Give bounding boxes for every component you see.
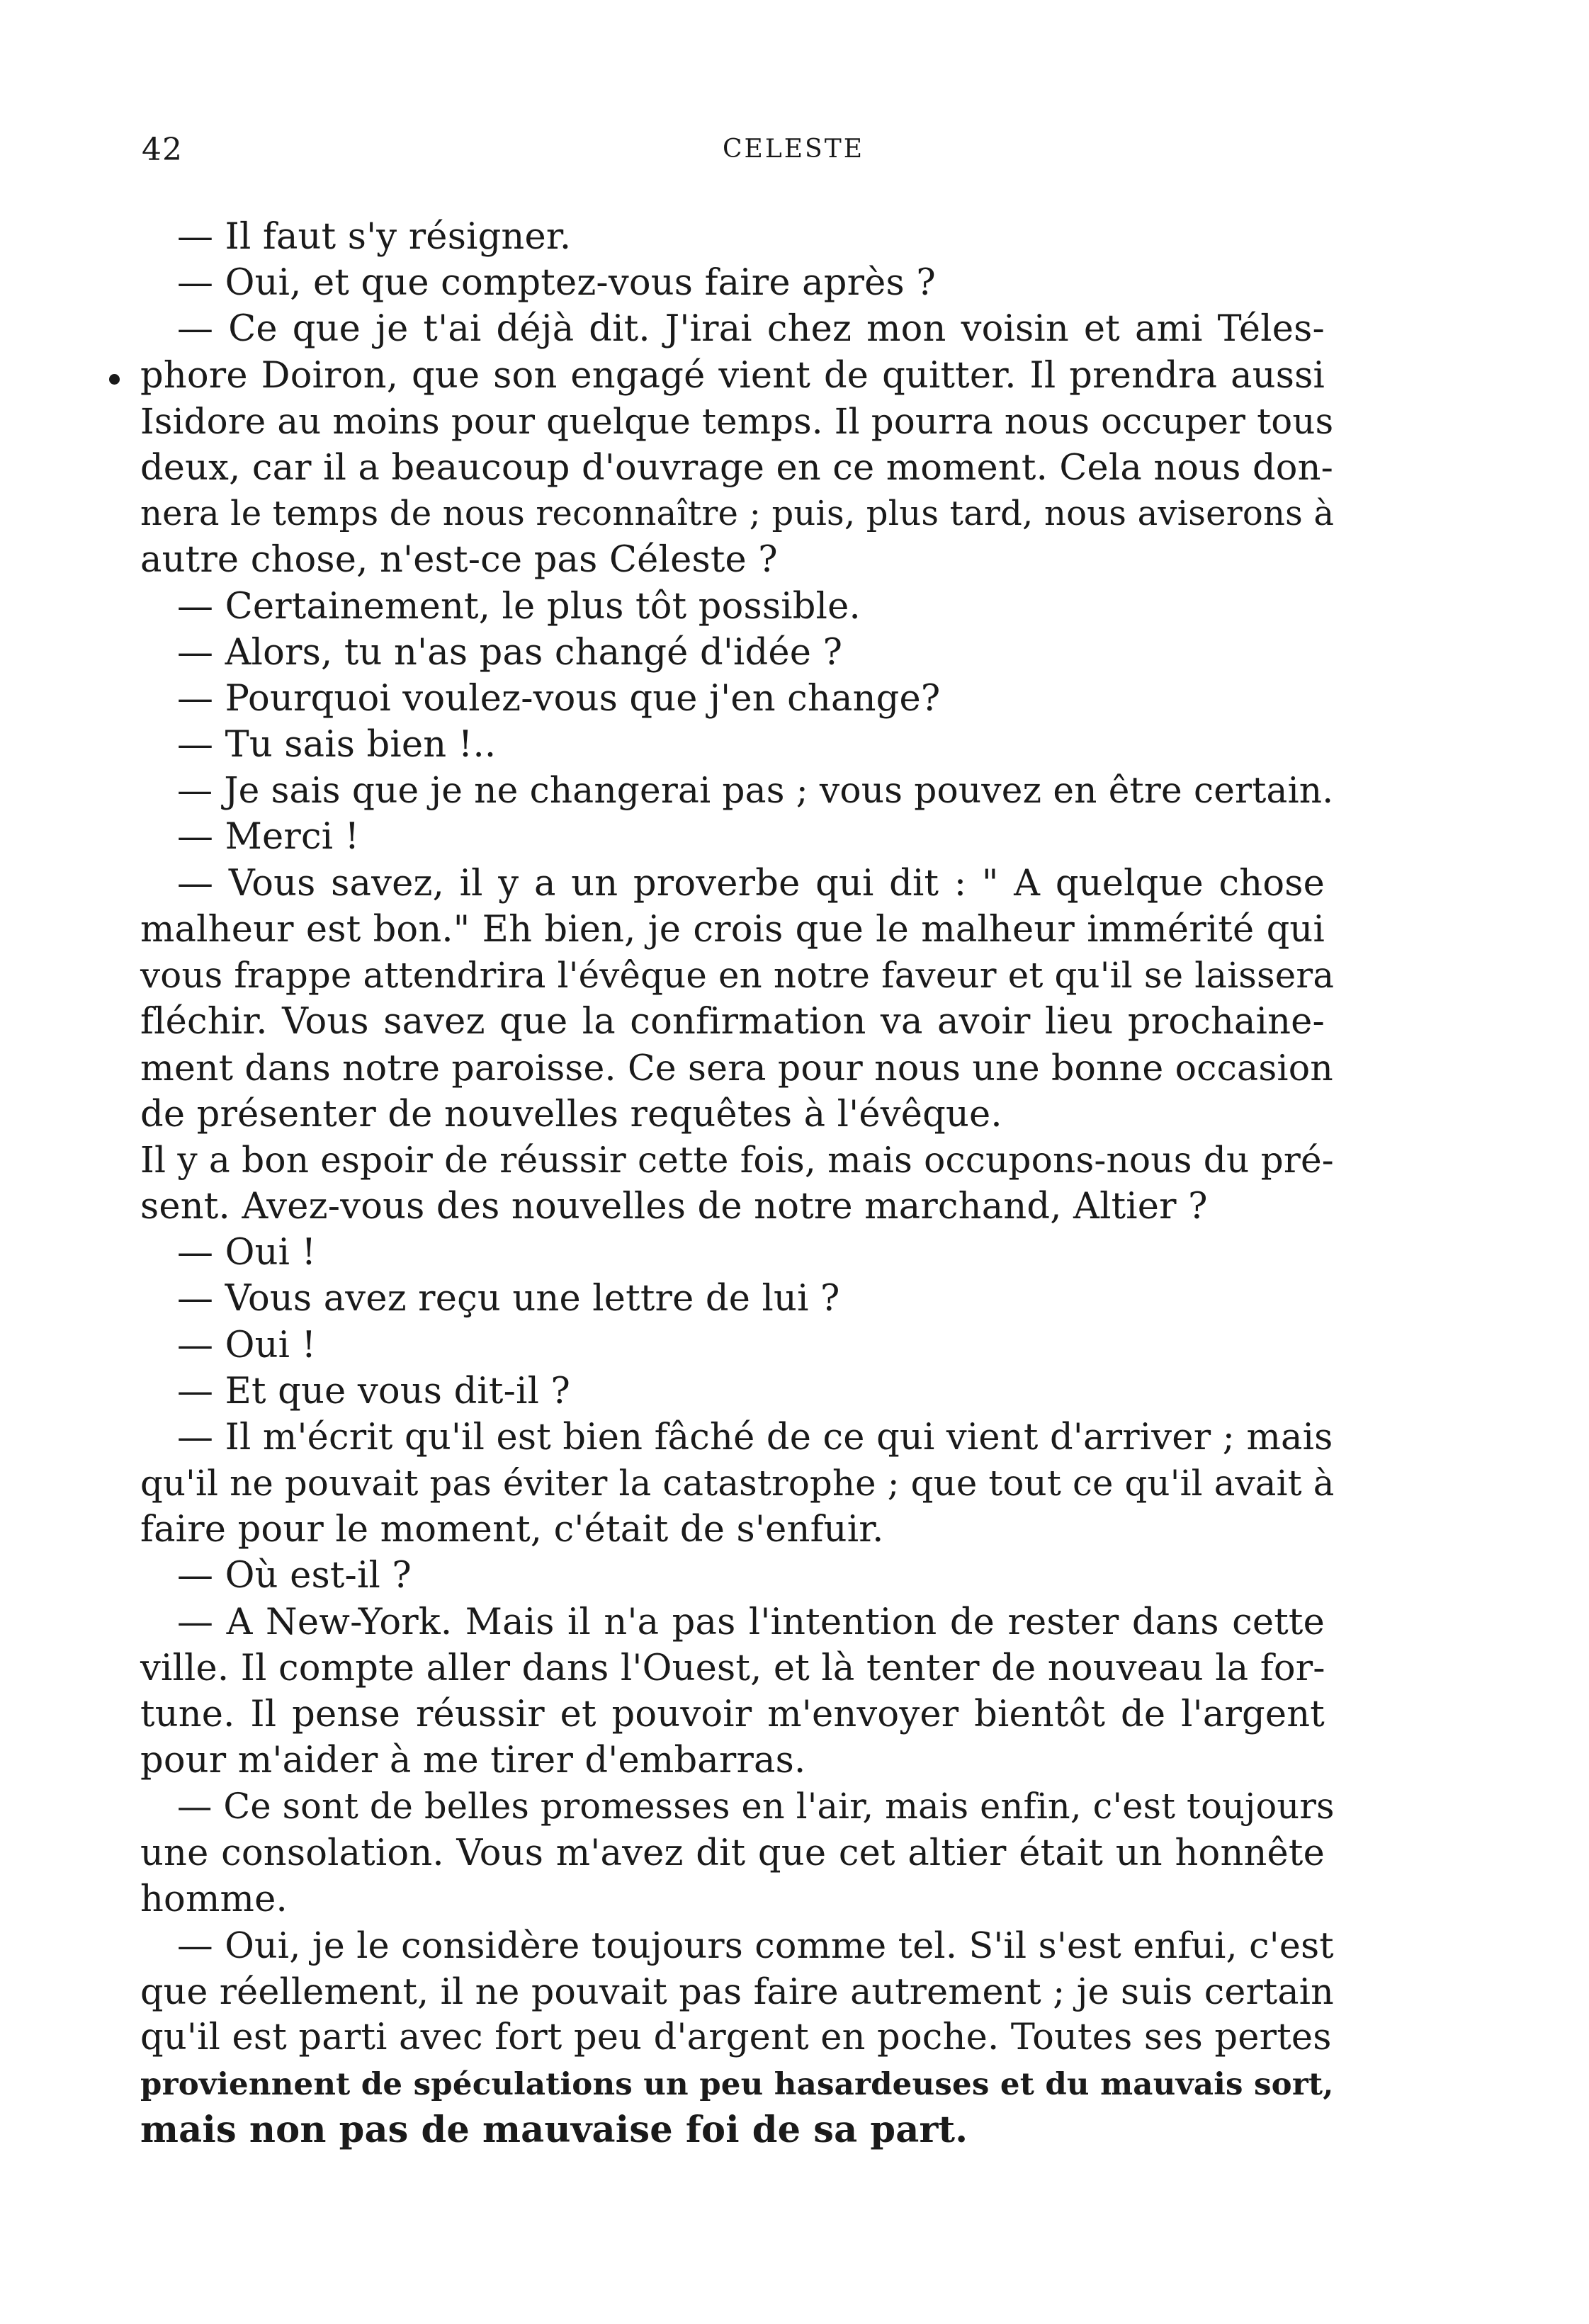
text-line: — Vous savez, il y a un proverbe qui dit : " A quelque chose [177,862,1325,905]
text-line: de présenter de nouvelles requêtes à l'évêque. [140,1093,1002,1135]
text-line: — Merci ! [177,816,360,858]
text-line: — Oui, je le considère toujours comme tel. S'il s'est enfui, c'est [177,1924,1334,1966]
text-line: malheur est bon." Eh bien, je crois que le malheur immérité qui [140,908,1325,951]
text-line: qu'il ne pouvait pas éviter la catastrophe ; que tout ce qu'il avait à [140,1463,1335,1504]
text-line: — Oui, et que comptez-vous faire après ? [177,262,936,305]
text-line: — Alors, tu n'as pas changé d'idée ? [177,631,843,674]
text-line: ment dans notre paroisse. Ce sera pour nous une bonne occasion [140,1047,1333,1089]
text-line: — Où est-il ? [177,1555,412,1597]
text-line: Isidore au moins pour quelque temps. Il pourra nous occuper tous [140,400,1334,442]
text-line: — Ce que je t'ai déjà dit. J'irai chez mon voisin et ami Téles- [177,308,1325,351]
text-line: — Ce sont de belles promesses en l'air, mais enfin, c'est toujours [177,1786,1335,1827]
text-line: que réellement, il ne pouvait pas faire autrement ; je suis certain [140,1971,1334,2013]
page-header [142,132,1445,174]
text-line: — Oui ! [177,1324,317,1366]
text-line: phore Doiron, que son engagé vient de quitter. Il prendra aussi [140,354,1325,397]
text-line: — Pourquoi voulez-vous que j'en change? [177,677,941,720]
text-line: qu'il est parti avec fort peu d'argent en poche. Toutes ses pertes [140,2017,1332,2059]
text-line: fléchir. Vous savez que la confirmation va avoir lieu prochaine- [140,1001,1325,1043]
text-line: vous frappe attendrira l'évêque en notre faveur et qu'il se laissera [140,955,1335,996]
running-title: CELESTE [723,135,864,164]
text-line: — Et que vous dit-il ? [177,1370,571,1412]
text-line: proviennent de spéculations un peu hasardeuses et du mauvais sort, [140,2065,1334,2102]
text-line: — A New-York. Mais il n'a pas l'intention de rester dans cette [177,1601,1325,1643]
text-line: faire pour le moment, c'était de s'enfuir. [140,1509,884,1551]
margin-dot-mark [109,374,120,385]
text-line: autre chose, n'est-ce pas Céleste ? [140,539,778,582]
text-line: Il y a bon espoir de réussir cette fois, mais occupons-nous du pré- [140,1139,1334,1181]
text-line: une consolation. Vous m'avez dit que cet altier était un honnête [140,1832,1325,1874]
page-number: 42 [142,132,183,168]
text-line: sent. Avez-vous des nouvelles de notre marchand, Altier ? [140,1185,1208,1228]
text-line: — Il faut s'y résigner. [177,216,572,258]
text-line: homme. [140,1878,288,1920]
text-line: ville. Il compte aller dans l'Ouest, et là tenter de nouveau la for- [140,1647,1325,1689]
text-line: pour m'aider à me tirer d'embarras. [140,1740,806,1782]
text-line: — Tu sais bien !.. [177,724,497,766]
body-text [140,214,1335,2153]
text-line: — Oui ! [177,1232,317,1274]
text-line: tune. Il pense réussir et pouvoir m'envoyer bientôt de l'argent [140,1694,1325,1735]
text-line: — Je sais que je ne changerai pas ; vous pouvez en être certain. [177,770,1334,812]
text-line: mais non pas de mauvaise foi de sa part. [140,2108,968,2151]
text-line: nera le temps de nous reconnaître ; puis, plus tard, nous aviserons à [140,494,1335,534]
text-line: deux, car il a beaucoup d'ouvrage en ce moment. Cela nous don- [140,446,1334,489]
text-line: — Vous avez reçu une lettre de lui ? [177,1278,840,1320]
text-line: — Il m'écrit qu'il est bien fâché de ce qui vient d'arriver ; mais [177,1416,1333,1458]
text-line: — Certainement, le plus tôt possible. [177,585,861,628]
